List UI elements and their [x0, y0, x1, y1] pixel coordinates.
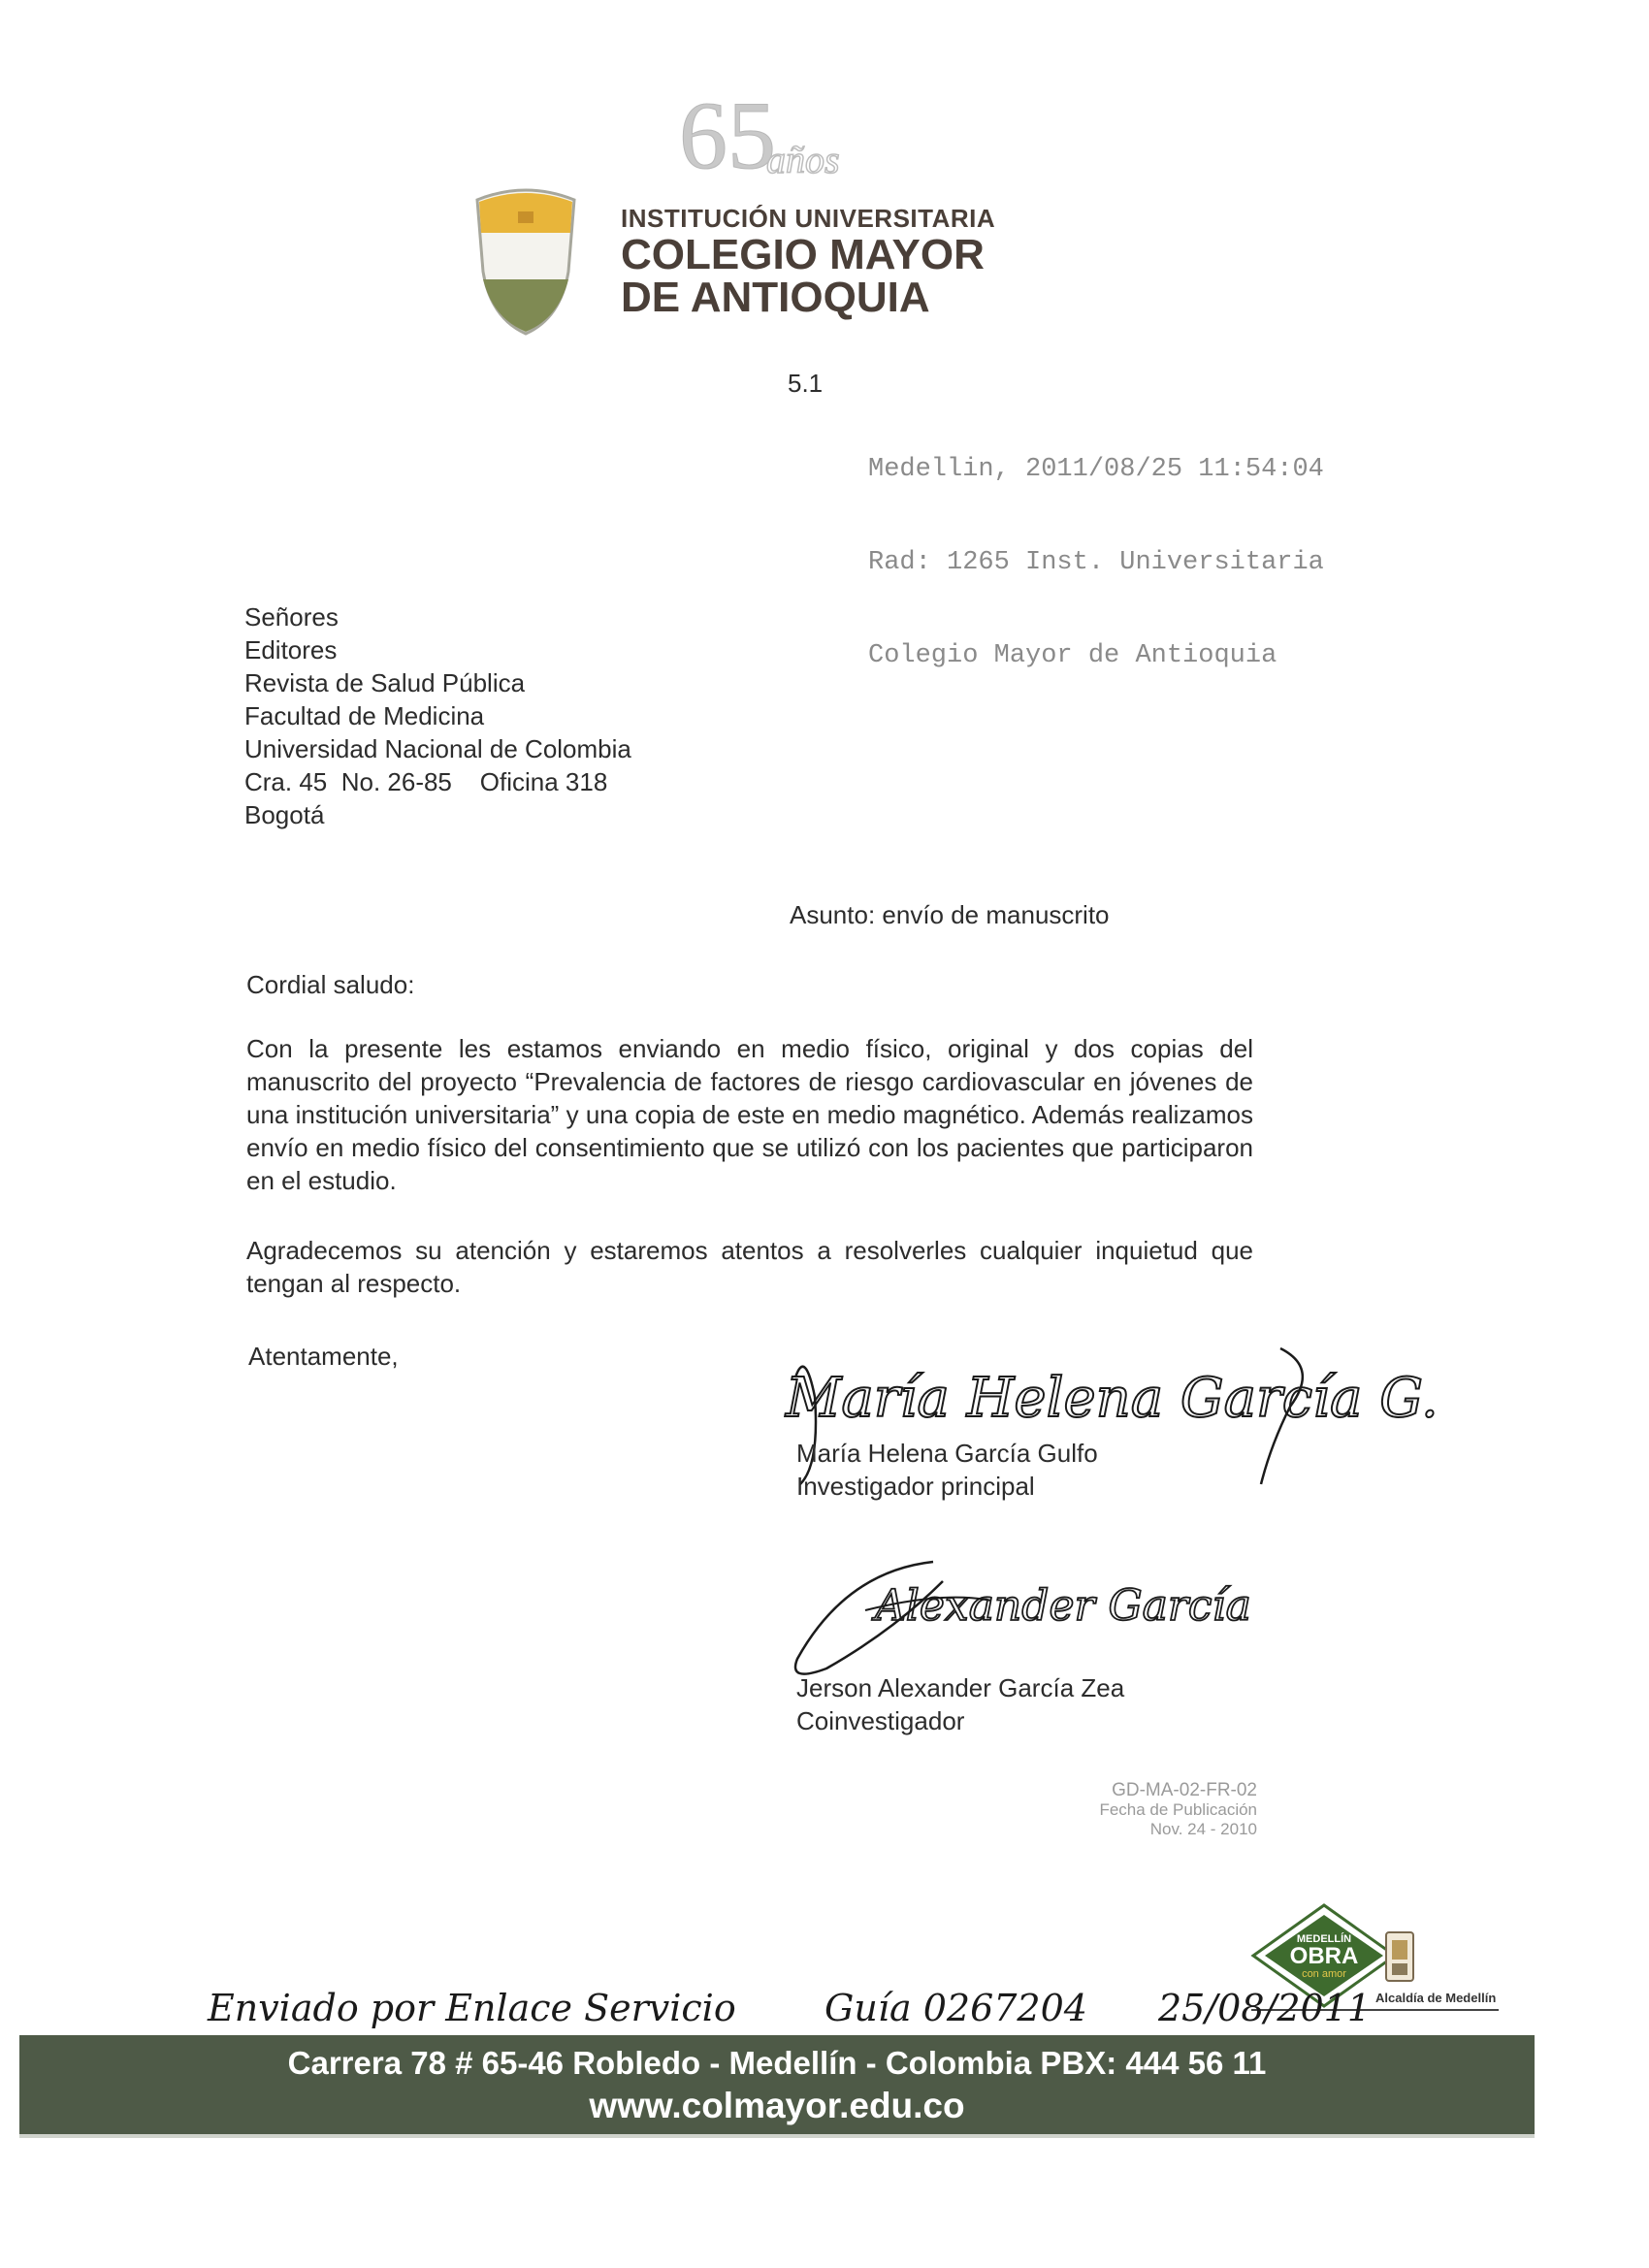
stamp-line-2: Rad: 1265 Inst. Universitaria: [868, 548, 1324, 577]
signatory-2-role: Coinvestigador: [796, 1706, 965, 1735]
footer-divider: [19, 2134, 1535, 2138]
closing: Atentamente,: [248, 1342, 399, 1371]
anniversary-number: 65: [679, 81, 776, 189]
institution-name: [621, 204, 995, 319]
obra-top-text: MEDELLÍN: [1296, 1933, 1352, 1945]
institution-shield-logo: [464, 182, 588, 338]
signature-2-text: Alexander García: [875, 1581, 1251, 1631]
signature-2: [788, 1552, 1251, 1688]
footer-website[interactable]: www.colmayor.edu.co: [589, 2086, 965, 2125]
handnote-guide-number: Guía 0267204: [824, 1987, 1087, 2029]
signature-1-text: María Helena García G.: [786, 1367, 1439, 1430]
obra-main-text: OBRA: [1289, 1943, 1359, 1969]
stamp-line-3: Colegio Mayor de Antioquia: [868, 641, 1277, 670]
recipient-line: Revista de Salud Pública: [244, 668, 526, 697]
greeting: Cordial saludo:: [246, 970, 415, 999]
recipient-line: Bogotá: [244, 800, 325, 829]
signatory-1-role: Investigador principal: [796, 1472, 1035, 1501]
subject-line: Asunto: envío de manuscrito: [790, 900, 1110, 929]
recipient-line: Editores: [244, 635, 338, 664]
institution-name-line2: DE ANTIOQUIA: [621, 274, 930, 321]
reference-number: 5.1: [788, 369, 824, 398]
handnote-date: 25/08/2011: [1158, 1987, 1372, 2029]
body-paragraph-1: Con la presente les estamos enviando en medio físico, original y dos copias del manuscrito del proyecto “Prevalencia de factores de riesgo cardiovascular en jóvenes de una institución universitaria” y una copia de este en medio magnético. Además realizamos envío en medio físico del consentimiento que se utilizó con los pacientes que participaron en el estudio.: [246, 1034, 1253, 1195]
recipient-line: Cra. 45 No. 26-85 Oficina 318: [244, 767, 608, 796]
alcaldia-label: Alcaldía de Medellín: [1375, 1991, 1497, 2005]
signatory-1-name: María Helena García Gulfo: [796, 1439, 1098, 1468]
recipient-line: Señores: [244, 602, 339, 632]
institution-type: INSTITUCIÓN UNIVERSITARIA: [621, 204, 996, 233]
signatory-1: [796, 1437, 1098, 1503]
filing-stamp: [868, 392, 1479, 702]
anniversary-word: años: [766, 138, 840, 181]
publication-label: Fecha de Publicación: [1099, 1800, 1257, 1819]
signatory-2: [796, 1671, 1124, 1737]
footer-address: Carrera 78 # 65-46 Robledo - Medellín - Colombia PBX: 444 56 11: [287, 2045, 1267, 2081]
handnote-sent-by: Enviado por Enlace Servicio: [208, 1987, 736, 2029]
obra-bottom-text: con amor: [1302, 1968, 1346, 1980]
form-code: GD-MA-02-FR-02: [1112, 1780, 1257, 1800]
alcaldia-coat-of-arms-icon: [1382, 1928, 1417, 1985]
form-code-block: [970, 1781, 1257, 1839]
65-anos-anniversary-logo: [669, 76, 892, 192]
recipient-line: Universidad Nacional de Colombia: [244, 734, 631, 763]
publication-date: Nov. 24 - 2010: [1149, 1820, 1257, 1838]
body-paragraph-2: Agradecemos su atención y estaremos atentos a resolverles cualquier inquietud que tengan al respecto.: [246, 1236, 1253, 1298]
recipient-line: Facultad de Medicina: [244, 701, 485, 730]
signatory-2-name: Jerson Alexander García Zea: [796, 1673, 1125, 1702]
stamp-line-1: Medellin, 2011/08/25 11:54:04: [868, 455, 1324, 484]
footer-bar: [19, 2035, 1535, 2136]
institution-name-line1: COLEGIO MAYOR: [621, 231, 985, 278]
recipient-address: [244, 600, 631, 831]
